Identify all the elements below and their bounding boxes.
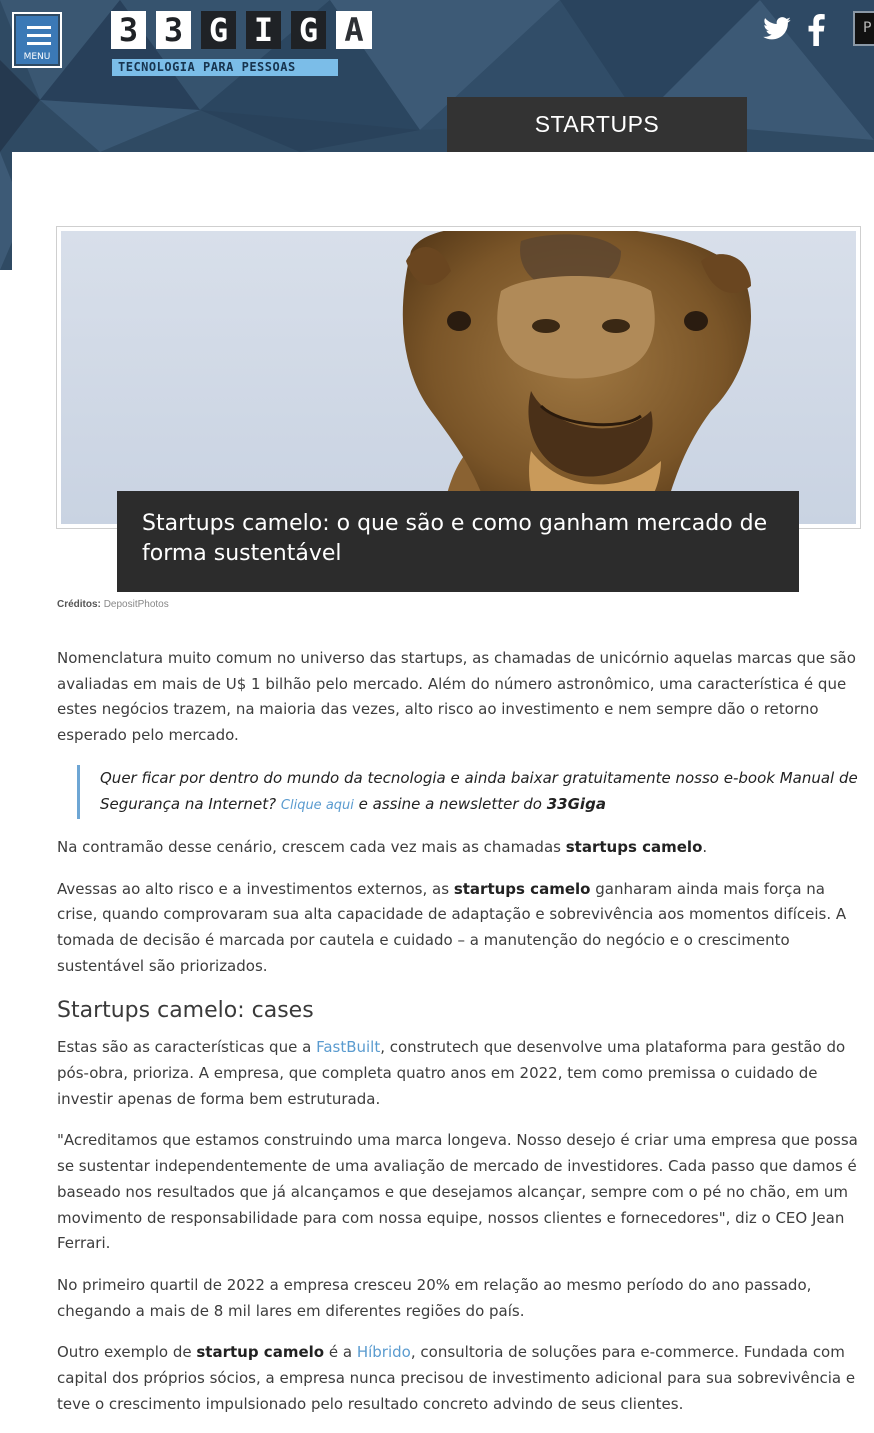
menu-button[interactable] <box>12 12 62 68</box>
facebook-icon[interactable] <box>805 14 827 46</box>
paragraph-text: Estas são as características que a <box>57 1038 312 1057</box>
fastbuilt-link[interactable]: FastBuilt <box>316 1038 381 1057</box>
section-heading: Startups camelo: cases <box>57 998 314 1024</box>
image-credits <box>57 599 169 610</box>
paragraph-text: . <box>702 837 708 856</box>
logo-tagline: TECNOLOGIA PARA PESSOAS <box>112 59 338 76</box>
search-input[interactable]: P <box>853 11 874 46</box>
newsletter-link[interactable]: Clique aqui <box>280 797 354 813</box>
bold-term: startups camelo <box>565 837 703 856</box>
header-side-strip <box>0 152 12 270</box>
paragraph-text: Na contramão desse cenário, crescem cada vez mais as chamadas <box>57 837 561 856</box>
paragraph: "Acreditamos que estamos construindo uma marca longeva. Nosso desejo é criar uma empresa que possa se sustentar independentemente de uma avaliação de mercado de investidores. Cada passo que damos é baseado nos resultados que já alcançamos e que desejamos alcançar, sempre com o pé no chão, em um movimento de responsabilidade para com nossa equipe, nossos clientes e fornecedores", diz o CEO Jean Ferrari. <box>57 1131 858 1253</box>
hero-image[interactable] <box>61 231 856 524</box>
logo-tile: A <box>336 11 372 49</box>
paragraph-text: Avessas ao alto risco e a investimentos externos, as <box>57 879 450 898</box>
credits-label: Créditos: <box>57 599 101 610</box>
paragraph-text: é a <box>328 1343 353 1362</box>
paragraph <box>57 1340 862 1417</box>
category-tab[interactable]: STARTUPS <box>447 97 747 152</box>
callout-text: e assine a newsletter do <box>358 794 542 813</box>
menu-label: MENU <box>23 52 51 62</box>
logo-tile: G <box>291 11 326 49</box>
bold-term: startups camelo <box>453 879 591 898</box>
logo-tile: I <box>246 11 281 49</box>
paragraph <box>57 1035 862 1112</box>
paragraph: No primeiro quartil de 2022 a empresa cresceu 20% em relação ao mesmo período do ano passado, chegando a mais de 8 mil lares em diferentes regiões do país. <box>57 1275 812 1320</box>
hibrido-link[interactable]: Híbrido <box>356 1343 411 1362</box>
paragraph-text: , consultoria de soluções para e-commerce. Fundada com capital dos próprios sócios, a empresa nunca precisou de investimento adicional para sua sobrevivência e teve o crescimento impulsionado pelo resultado concreto advindo de seus clientes. <box>57 1343 856 1413</box>
paragraph <box>57 835 862 861</box>
logo-tile: 3 <box>111 11 146 49</box>
article-title: Startups camelo: o que são e como ganham mercado de forma sustentável <box>117 491 799 592</box>
credits-value: DepositPhotos <box>103 599 169 610</box>
paragraph: Nomenclatura muito comum no universo das startups, as chamadas de unicórnio aquelas marcas que são avaliadas em mais de U$ 1 bilhão pelo mercado. Além do número astronômico, uma característica é que estes negócios trazem, na maioria das vezes, alto risco ao investimento e nem sempre dão o retorno esperado pelo mercado. <box>57 649 856 745</box>
article-body <box>57 646 862 1433</box>
logo-tile: G <box>201 11 236 49</box>
twitter-icon[interactable] <box>762 14 792 44</box>
logo-tile: 3 <box>156 11 191 49</box>
hamburger-icon <box>27 26 51 50</box>
brand-name: 33Giga <box>546 794 606 813</box>
camel-illustration <box>61 231 856 524</box>
paragraph-text: Outro exemplo de <box>57 1343 192 1362</box>
hero-image-frame <box>56 226 861 529</box>
bold-term: startup camelo <box>196 1343 325 1362</box>
paragraph <box>57 877 862 980</box>
paragraph-text: ganharam ainda mais força na crise, quando comprovaram sua alta capacidade de adaptação e sobrevivência aos momentos difíceis. A tomada de decisão é marcada por cautela e cuidado – a manutenção do negócio e o crescimento sustentável são priorizados. <box>57 879 847 975</box>
newsletter-callout <box>77 765 862 819</box>
paragraph-text: , construtech que desenvolve uma plataforma para gestão do pós-obra, prioriza. A empresa, que completa quatro anos em 2022, tem como premissa o cuidado de investir apenas de forma bem estruturada. <box>57 1038 846 1108</box>
callout-text: Quer ficar por dentro do mundo da tecnologia e ainda baixar gratuitamente nosso e-book Manual de Segurança na Internet? <box>100 768 858 813</box>
site-logo[interactable] <box>111 11 382 74</box>
site-header <box>0 0 874 152</box>
